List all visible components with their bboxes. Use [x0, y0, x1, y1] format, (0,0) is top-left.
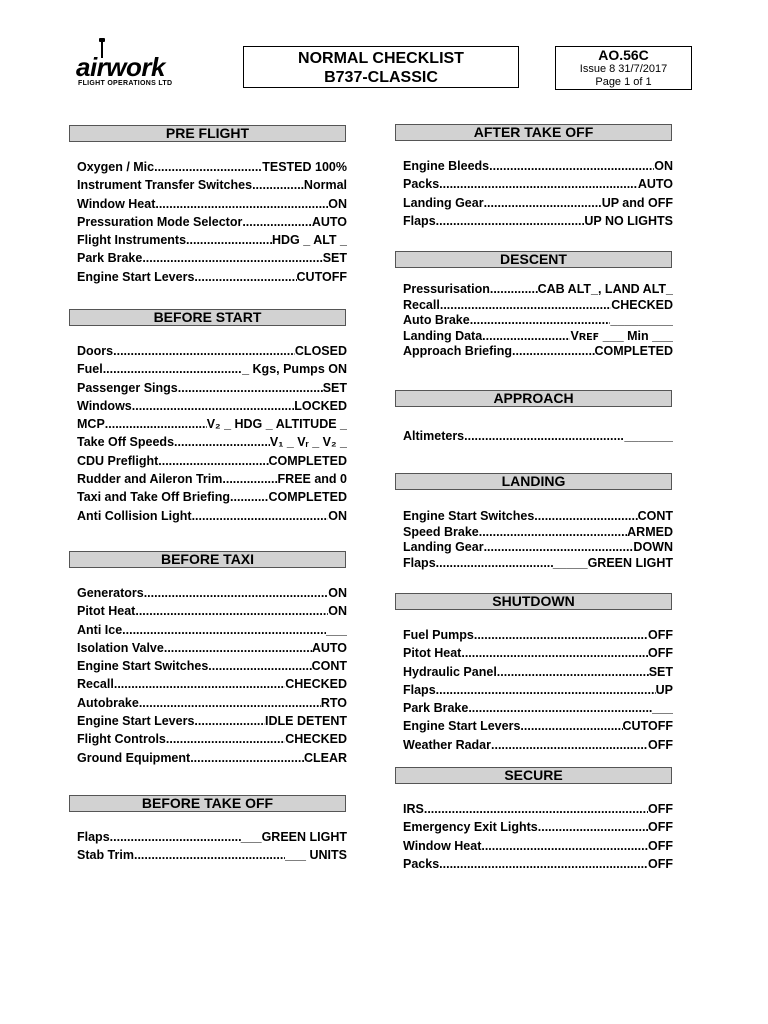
checklist-items [395, 427, 672, 445]
checklist-item [403, 800, 673, 818]
item-label: MCP [77, 417, 105, 432]
checklist-item [403, 344, 673, 360]
item-label: Flight Instruments [77, 233, 187, 248]
checklist-item [403, 540, 673, 556]
checklist-item [77, 639, 347, 657]
item-value: V₂ _ HDG _ ALTITUDE _ [206, 417, 347, 432]
leader-dots [439, 855, 648, 873]
item-value: V₁ _ Vᵣ _ V₂ _ [269, 435, 347, 450]
leader-dots [103, 360, 242, 378]
leader-dots [154, 158, 262, 176]
leader-dots [424, 800, 648, 818]
leader-dots [110, 828, 241, 846]
section-title: BEFORE TAXI [69, 551, 346, 568]
item-value: AUTO [311, 640, 347, 655]
leader-dots [534, 509, 637, 525]
leader-dots [144, 584, 329, 602]
aircraft-type: B737-CLASSIC [324, 69, 438, 86]
leader-dots [491, 736, 648, 754]
item-label: Engine Bleeds [403, 159, 490, 173]
item-value: DOWN [633, 540, 673, 555]
checklist-item [403, 717, 673, 735]
checklist-item [77, 176, 347, 194]
item-value: CLOSED [294, 344, 347, 358]
leader-dots [497, 663, 649, 681]
checklist-item [77, 415, 347, 433]
item-value: IDLE DETENT [265, 714, 347, 729]
checklist-item [403, 313, 673, 329]
page-number: Page 1 of 1 [595, 76, 652, 88]
item-label: Window Heat [403, 838, 482, 853]
item-label: Pitot Heat [77, 604, 136, 619]
leader-dots [482, 329, 570, 345]
leader-dots [440, 298, 611, 314]
item-value: COMPLETED [268, 490, 347, 505]
item-value: ___ UNITS [285, 848, 347, 863]
leader-dots [164, 639, 312, 657]
leader-dots [481, 837, 648, 855]
item-value: ON [328, 586, 347, 600]
item-value: AUTO [311, 214, 347, 229]
item-label: Recall [403, 297, 440, 312]
item-label: Take Off Speeds [77, 435, 175, 450]
leader-dots [194, 712, 265, 730]
item-value: TESTED 100% [262, 160, 347, 174]
item-label: Anti Collision Light [77, 508, 192, 523]
checklist-item [77, 712, 347, 730]
item-label: Flaps [403, 555, 436, 570]
item-label: Pressuration Mode Selector [77, 214, 243, 229]
leader-dots [479, 525, 627, 541]
leader-dots [490, 282, 538, 298]
leader-dots [139, 694, 321, 712]
checklist-item [77, 694, 347, 712]
item-label: Windows [77, 398, 132, 413]
item-value: ARMED [627, 524, 673, 539]
section-title: SHUTDOWN [395, 593, 672, 610]
leader-dots [230, 488, 268, 506]
leader-dots [134, 846, 285, 864]
item-value: Vʀᴇꜰ ___ Min ___ [570, 328, 673, 343]
item-value: ON [328, 196, 347, 211]
item-value: CLEAR [303, 750, 347, 765]
checklist-item [77, 195, 347, 213]
leader-dots [436, 212, 585, 230]
item-label: Autobrake [77, 695, 139, 710]
checklist-item [403, 663, 673, 681]
checklist-item [77, 452, 347, 470]
section-title: AFTER TAKE OFF [395, 124, 672, 141]
leader-dots [464, 427, 624, 445]
section-title: BEFORE TAKE OFF [69, 795, 346, 812]
document-code: AO.56C [598, 47, 649, 63]
checklist-item [403, 175, 673, 193]
item-label: Hydraulic Panel [403, 664, 497, 679]
checklist-item [77, 433, 347, 451]
checklist-item [77, 828, 347, 846]
section-before-take-off [69, 795, 346, 865]
item-value: _____GREEN LIGHT [552, 555, 673, 570]
checklist-item [77, 602, 347, 620]
item-value: CONT [637, 509, 673, 523]
item-label: Fuel [77, 362, 103, 377]
section-secure [395, 767, 672, 873]
checklist-item [403, 837, 673, 855]
section-pre-flight [69, 125, 346, 286]
section-before-taxi [69, 551, 346, 767]
item-label: Landing Gear [403, 540, 484, 555]
leader-dots [474, 626, 648, 644]
item-value: OFF [648, 820, 673, 835]
leader-dots [468, 699, 652, 717]
checklist-item [77, 657, 347, 675]
section-before-start [69, 309, 346, 525]
checklist-item [77, 730, 347, 748]
leader-dots [174, 433, 270, 451]
section-title: BEFORE START [69, 309, 346, 326]
leader-dots [436, 556, 553, 572]
item-value: UP [655, 682, 673, 697]
item-label: Weather Radar [403, 737, 491, 752]
leader-dots [114, 675, 285, 693]
leader-dots [122, 621, 326, 639]
item-value: COMPLETED [268, 453, 347, 468]
item-label: Auto Brake [403, 313, 470, 328]
item-label: Taxi and Take Off Briefing [77, 490, 231, 505]
item-label: Landing Gear [403, 195, 484, 210]
checklist-items [395, 800, 672, 873]
item-label: Engine Start Levers [403, 719, 521, 734]
checklist-item [403, 525, 673, 541]
leader-dots [178, 379, 323, 397]
item-label: Engine Start Levers [77, 714, 195, 729]
leader-dots [113, 342, 295, 360]
checklist-item [403, 556, 673, 572]
leader-dots [222, 470, 277, 488]
item-value: SET [648, 664, 673, 679]
item-value: RTO [320, 695, 347, 710]
item-value: ___ [652, 701, 673, 716]
document-title: NORMAL CHECKLIST [298, 50, 464, 67]
item-label: Anti Ice [77, 622, 123, 637]
item-label: Packs [403, 856, 440, 871]
checklist-items [69, 584, 346, 767]
checklist-item [403, 427, 673, 445]
item-label: Fuel Pumps [403, 628, 474, 642]
item-value: ___ [326, 622, 347, 637]
item-value: UP NO LIGHTS [584, 213, 673, 228]
leader-dots [538, 818, 648, 836]
checklist-item [77, 507, 347, 525]
leader-dots [439, 175, 638, 193]
leader-dots [155, 195, 328, 213]
checklist-item [403, 298, 673, 314]
checklist-item [403, 194, 673, 212]
checklist-item [403, 626, 673, 644]
item-label: Landing Data [403, 328, 483, 343]
section-approach [395, 390, 672, 445]
checklist-item [403, 509, 673, 525]
leader-dots [192, 507, 329, 525]
checklist-items [69, 342, 346, 525]
checklist-items [395, 509, 672, 571]
checklist-item [77, 249, 347, 267]
item-label: Engine Start Switches [403, 509, 535, 523]
item-value: SET [322, 251, 347, 266]
checklist-item [77, 213, 347, 231]
checklist-item [403, 644, 673, 662]
checklist-item [403, 157, 673, 175]
item-value: AUTO [637, 177, 673, 192]
item-value: HDG _ ALT _ [271, 233, 347, 248]
checklist-item [77, 342, 347, 360]
item-value: OFF [648, 856, 673, 871]
leader-dots [105, 415, 207, 433]
section-title: DESCENT [395, 251, 672, 268]
leader-dots [436, 681, 656, 699]
item-value: LOCKED [294, 398, 347, 413]
leader-dots [194, 268, 296, 286]
item-label: Pressurisation [403, 282, 490, 296]
item-value: ON [654, 159, 673, 173]
item-value: _______ [624, 429, 673, 443]
section-after-take-off [395, 124, 672, 230]
leader-dots [461, 644, 648, 662]
item-label: Flaps [403, 213, 436, 228]
section-descent [395, 251, 672, 360]
leader-dots [186, 231, 272, 249]
section-title: SECURE [395, 767, 672, 784]
checklist-item [77, 158, 347, 176]
checklist-item [77, 584, 347, 602]
checklist-item [77, 749, 347, 767]
item-value: OFF [648, 838, 673, 853]
item-label: Generators [77, 586, 144, 600]
logo-subtitle: FLIGHT OPERATIONS LTD [78, 80, 173, 87]
item-label: Flaps [403, 682, 436, 697]
checklist-item [77, 360, 347, 378]
document-title-box [243, 46, 519, 88]
item-value: CONT [311, 659, 347, 674]
checklist-item [403, 212, 673, 230]
section-shutdown [395, 593, 672, 754]
item-value: OFF [648, 737, 673, 752]
section-title: LANDING [395, 473, 672, 490]
section-title: PRE FLIGHT [69, 125, 346, 142]
item-label: Passenger Sings [77, 380, 178, 395]
checklist-items [69, 828, 346, 865]
checklist-items [69, 158, 346, 286]
item-label: Park Brake [77, 251, 143, 266]
checklist-item [77, 379, 347, 397]
item-label: Flight Controls [77, 732, 166, 747]
item-label: CDU Preflight [77, 453, 159, 468]
item-label: Oxygen / Mic [77, 160, 155, 174]
item-label: Ground Equipment [77, 750, 191, 765]
leader-dots [135, 602, 328, 620]
section-title: APPROACH [395, 390, 672, 407]
airwork-logo [76, 38, 208, 90]
checklist-item [403, 855, 673, 873]
item-value: CAB ALT_, LAND ALT_ [537, 282, 673, 296]
item-label: Recall [77, 677, 114, 692]
checklist-item [77, 397, 347, 415]
item-value: COMPLETED [594, 344, 673, 359]
item-label: Pitot Heat [403, 646, 462, 661]
checklist-item [77, 675, 347, 693]
checklist-items [395, 626, 672, 754]
checklist-items [395, 157, 672, 230]
leader-dots [132, 397, 294, 415]
item-label: Altimeters [403, 429, 465, 443]
item-value: OFF [648, 646, 673, 661]
checklist-item [77, 470, 347, 488]
checklist-items [395, 282, 672, 360]
checklist-item [403, 329, 673, 345]
checklist-item [403, 681, 673, 699]
logo-wordmark: airwork [76, 52, 165, 82]
item-value: _ Kgs, Pumps ON [242, 362, 347, 377]
leader-dots [166, 730, 285, 748]
item-label: Packs [403, 177, 440, 192]
item-value: CUTOFF [622, 719, 673, 734]
item-value: OFF [648, 802, 673, 816]
checklist-item [403, 818, 673, 836]
item-label: Emergency Exit Lights [403, 820, 538, 835]
item-label: Rudder and Aileron Trim [77, 472, 223, 487]
leader-dots [520, 717, 622, 735]
leader-dots [242, 213, 311, 231]
item-value: CHECKED [285, 677, 347, 692]
leader-dots [208, 657, 311, 675]
item-label: Window Heat [77, 196, 156, 211]
item-value: FREE and 0 [277, 472, 347, 487]
item-label: Engine Start Switches [77, 659, 209, 674]
item-value: ON [328, 508, 347, 523]
item-label: Speed Brake [403, 524, 479, 539]
item-value: ___GREEN LIGHT [240, 830, 347, 844]
checklist-item [77, 488, 347, 506]
item-value: OFF [648, 628, 673, 642]
leader-dots [484, 540, 634, 556]
leader-dots [489, 157, 654, 175]
item-label: Isolation Valve [77, 640, 164, 655]
checklist-item [77, 846, 347, 864]
item-value: Normal [303, 178, 347, 193]
item-label: Doors [77, 344, 114, 358]
checklist-item [403, 699, 673, 717]
checklist-item [77, 231, 347, 249]
item-value: _________ [610, 313, 673, 328]
checklist-item [403, 736, 673, 754]
leader-dots [512, 344, 594, 360]
item-value: CUTOFF [296, 269, 347, 284]
item-value: CHECKED [611, 297, 673, 312]
item-label: IRS [403, 802, 424, 816]
item-label: Stab Trim [77, 848, 134, 863]
leader-dots [252, 176, 304, 194]
document-info-box [555, 46, 692, 90]
item-label: Approach Briefing [403, 344, 513, 359]
leader-dots [190, 749, 304, 767]
item-label: Park Brake [403, 701, 469, 716]
leader-dots [158, 452, 268, 470]
issue-date: Issue 8 31/7/2017 [579, 63, 668, 75]
item-label: Instrument Transfer Switches [77, 178, 253, 193]
item-label: Flaps [77, 830, 110, 844]
checklist-item [77, 268, 347, 286]
checklist-item [77, 621, 347, 639]
item-value: SET [322, 380, 347, 395]
checklist-item [403, 282, 673, 298]
leader-dots [470, 313, 611, 329]
item-value: ON [328, 604, 347, 619]
item-value: UP and OFF [601, 195, 673, 210]
leader-dots [484, 194, 602, 212]
item-label: Engine Start Levers [77, 269, 195, 284]
leader-dots [142, 249, 322, 267]
section-landing [395, 473, 672, 571]
item-value: CHECKED [285, 732, 347, 747]
